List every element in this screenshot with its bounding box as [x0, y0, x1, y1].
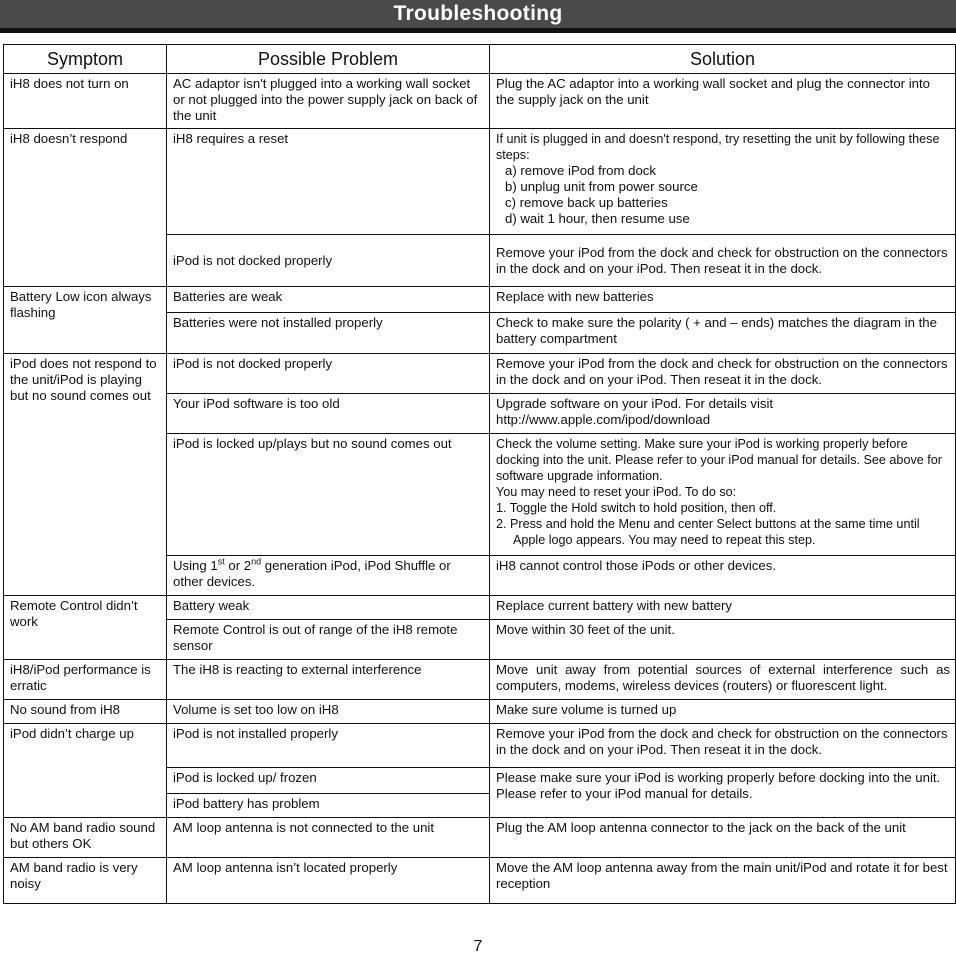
problem-cell: iPod is locked up/ frozen [167, 768, 490, 794]
solution-cell [490, 434, 956, 556]
solution-cell: Please make sure your iPod is working properly before docking into the unit. Please refer to your iPod manual for details. [490, 768, 956, 818]
reset-step: 1. Toggle the Hold switch to hold position, then off. [496, 501, 777, 515]
solution-intro: If unit is plugged in and doesn't respond, try resetting the unit by following these steps: [496, 132, 940, 162]
column-header-symptom: Symptom [4, 45, 167, 74]
problem-text: or 2 [224, 558, 252, 573]
table-row [4, 129, 956, 235]
download-link[interactable]: http://www.apple.com/ipod/download [496, 412, 711, 427]
solution-cell: Move unit away from potential sources of external interference such as computers, modems, wireless devices (routers) or fluorescent light. [490, 660, 956, 700]
table-row [4, 354, 956, 394]
column-header-problem: Possible Problem [167, 45, 490, 74]
problem-cell: AM loop antenna is not connected to the unit [167, 818, 490, 858]
solution-text: Upgrade software on your iPod. For details visit [496, 396, 774, 411]
symptom-cell: Remote Control didn’t work [4, 596, 167, 660]
reset-step: a) remove iPod from dock [505, 163, 656, 178]
problem-cell: Remote Control is out of range of the iH8 remote sensor [167, 620, 490, 660]
page-number: 7 [473, 938, 483, 955]
problem-text: Using 1 [173, 558, 218, 573]
problem-cell: AC adaptor isn't plugged into a working wall socket or not plugged into the power supply jack on back of the unit [167, 74, 490, 129]
troubleshooting-table [3, 44, 956, 904]
table-row [4, 858, 956, 904]
solution-cell: Check to make sure the polarity ( + and – ends) matches the diagram in the battery compartment [490, 313, 956, 354]
solution-cell: Move the AM loop antenna away from the main unit/iPod and rotate it for best reception [490, 858, 956, 904]
problem-cell [167, 556, 490, 596]
problem-cell: iPod is not docked properly [167, 354, 490, 394]
solution-reset: You may need to reset your iPod. To do so: [496, 485, 737, 499]
problem-cell: Batteries are weak [167, 287, 490, 313]
solution-cell: Move within 30 feet of the unit. [490, 620, 956, 660]
table-row [4, 724, 956, 768]
solution-cell: Plug the AM loop antenna connector to the jack on the back of the unit [490, 818, 956, 858]
table-row [4, 287, 956, 313]
solution-cell: Plug the AC adaptor into a working wall socket and plug the connector into the supply jack on the unit [490, 74, 956, 129]
problem-cell: iPod battery has problem [167, 794, 490, 818]
problem-cell: iPod is not installed properly [167, 724, 490, 768]
problem-cell: iPod is locked up/plays but no sound comes out [167, 434, 490, 556]
symptom-cell: iPod didn’t charge up [4, 724, 167, 818]
solution-cell: iH8 cannot control those iPods or other devices. [490, 556, 956, 596]
problem-cell: Volume is set too low on iH8 [167, 700, 490, 724]
table-row [4, 700, 956, 724]
symptom-cell: iPod does not respond to the unit/iPod is playing but no sound comes out [4, 354, 167, 596]
problem-text: generation iPod, iPod Shuffle or other devices. [173, 558, 451, 589]
solution-cell: Make sure volume is turned up [490, 700, 956, 724]
symptom-cell: No sound from iH8 [4, 700, 167, 724]
solution-cell: Replace current battery with new battery [490, 596, 956, 620]
solution-cell: Remove your iPod from the dock and check for obstruction on the connectors in the dock and on your iPod. Then reseat it in the dock. [490, 235, 956, 287]
table-row [4, 660, 956, 700]
page-title: Troubleshooting [393, 2, 563, 25]
reset-step: 2. Press and hold the Menu and center Select buttons at the same time until Apple logo appears. You may need to repeat this step. [496, 517, 920, 547]
reset-step: c) remove back up batteries [505, 195, 668, 210]
symptom-cell: iH8/iPod performance is erratic [4, 660, 167, 700]
ordinal-suffix: nd [251, 556, 262, 567]
solution-cell [490, 394, 956, 434]
symptom-cell: AM band radio is very noisy [4, 858, 167, 904]
table-header-row [4, 45, 956, 74]
problem-cell: The iH8 is reacting to external interference [167, 660, 490, 700]
table-row [4, 596, 956, 620]
solution-intro: Check the volume setting. Make sure your iPod is working properly before docking into the unit. Please refer to your iPod manual for details. See above for software upgrade information. [496, 437, 942, 483]
table-row [4, 74, 956, 129]
problem-cell: Batteries were not installed properly [167, 313, 490, 354]
symptom-cell: No AM band radio sound but others OK [4, 818, 167, 858]
symptom-cell: iH8 doesn’t respond [4, 129, 167, 287]
title-bar [0, 0, 956, 33]
problem-cell: iPod is not docked properly [167, 235, 490, 287]
problem-cell: AM loop antenna isn’t located properly [167, 858, 490, 904]
symptom-cell: iH8 does not turn on [4, 74, 167, 129]
solution-cell [490, 129, 956, 235]
solution-cell: Replace with new batteries [490, 287, 956, 313]
symptom-cell: Battery Low icon always flashing [4, 287, 167, 354]
problem-cell: iH8 requires a reset [167, 129, 490, 235]
problem-cell: Your iPod software is too old [167, 394, 490, 434]
reset-step: b) unplug unit from power source [505, 179, 698, 194]
ordinal-suffix: st [217, 556, 225, 567]
table-row [4, 818, 956, 858]
column-header-solution: Solution [490, 45, 956, 74]
reset-step: d) wait 1 hour, then resume use [505, 211, 690, 226]
solution-cell: Remove your iPod from the dock and check for obstruction on the connectors in the dock and on your iPod. Then reseat it in the dock. [490, 724, 956, 768]
problem-cell: Battery weak [167, 596, 490, 620]
solution-cell: Remove your iPod from the dock and check for obstruction on the connectors in the dock and on your iPod. Then reseat it in the dock. [490, 354, 956, 394]
